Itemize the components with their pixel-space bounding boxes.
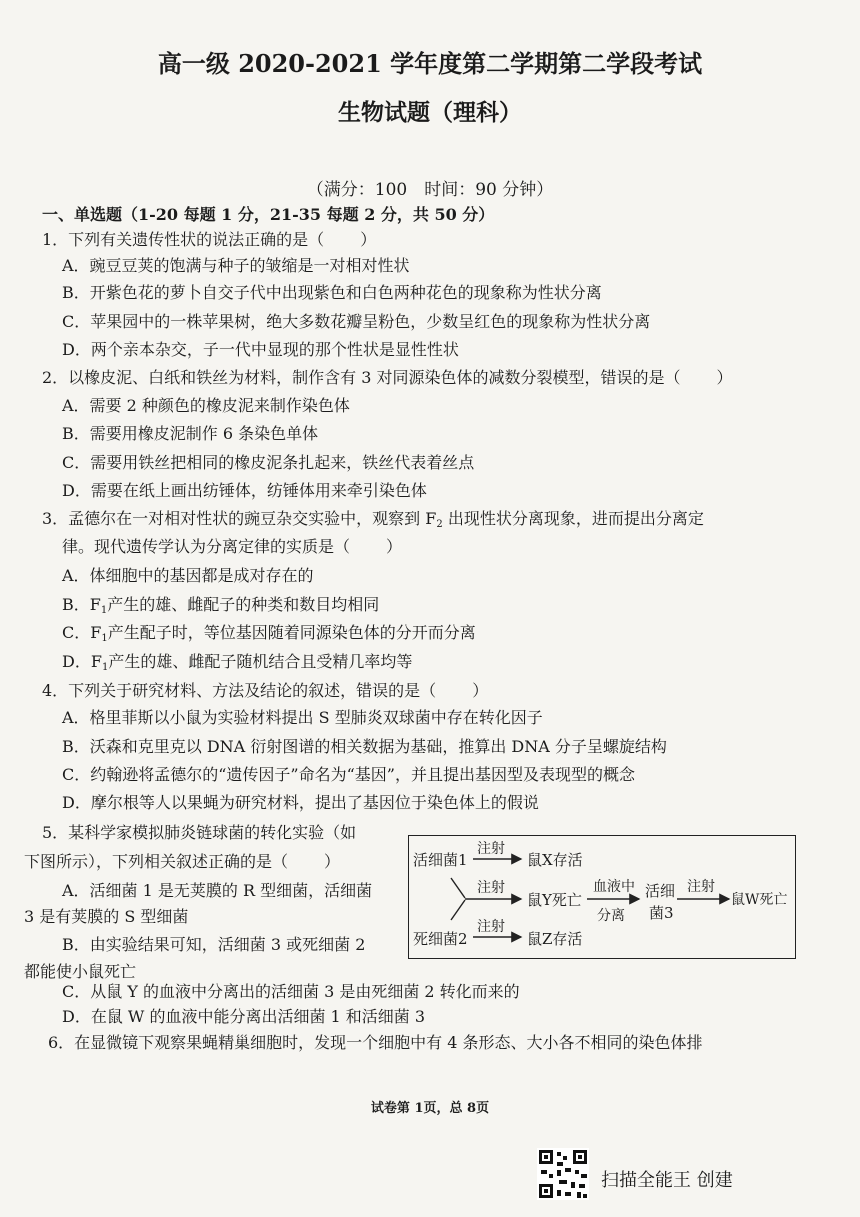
exam-title: 高一级 2020-2021 学年度第二学期第二学段考试	[157, 49, 703, 78]
question-4-option-c: C．约翰逊将孟德尔的“遗传因子”命名为“基因”，并且提出基因型及表现型的概念	[62, 765, 635, 784]
diagram-inject-label-2: 注射	[477, 880, 505, 896]
question-2-option-d: D．需要在纸上画出纺锤体，纺锤体用来牵引染色体	[62, 481, 427, 500]
question-1-option-a: A．豌豆豆荚的饱满与种子的皱缩是一对相对性状	[62, 256, 410, 275]
question-2-stem: 2．以橡皮泥、白纸和铁丝为材料，制作含有 3 对同源染色体的减数分裂模型，错误的是（ ）	[42, 368, 733, 387]
question-3-option-c: C．$F_1$产生配子时，等位基因随着同源染色体的分开而分离	[62, 623, 476, 644]
diagram-live-bacteria-1: 活细菌1	[413, 851, 468, 869]
diagram-blood-label: 血液中	[593, 879, 635, 895]
question-5-option-c: C．从鼠 Y 的血液中分离出的活细菌 3 是由死细菌 2 转化而来的	[62, 982, 520, 1001]
diagram-mouse-z: 鼠Z存活	[527, 930, 583, 948]
question-3-option-d: D．$F_1$产生的雄、雌配子随机结合且受精几率均等	[62, 652, 413, 673]
question-4-option-d: D．摩尔根等人以果蝇为研究材料，提出了基因位于染色体上的假说	[62, 793, 539, 812]
section-heading: 一、单选题（1-20 每题 1 分，21-35 每题 2 分，共 50 分）	[42, 205, 495, 224]
diagram-live-bacteria-3-b: 菌3	[649, 904, 674, 922]
question-5-option-a: A．活细菌 1 是无荚膜的 R 型细菌，活细菌	[62, 881, 373, 900]
arrow-branch-bottom	[451, 900, 465, 920]
scanner-watermark: 扫描全能王 创建	[601, 1170, 733, 1191]
question-4-option-a: A．格里菲斯以小鼠为实验材料提出 S 型肺炎双球菌中存在转化因子	[62, 708, 543, 727]
question-6-stem: 6．在显微镜下观察果蝇精巢细胞时，发现一个细胞中有 4 条形态、大小各不相同的染色体排	[48, 1033, 703, 1052]
question-5-option-d: D．在鼠 W 的血液中能分离出活细菌 1 和活细菌 3	[62, 1007, 426, 1026]
question-2-option-c: C．需要用铁丝把相同的橡皮泥条扎起来，铁丝代表着丝点	[62, 453, 475, 472]
diagram-inject-label-4: 注射	[477, 919, 505, 935]
question-3-stem: 3．孟德尔在一对相对性状的豌豆杂交实验中，观察到 $F_2$ 出现性状分离现象，进而提出分离定	[42, 509, 704, 530]
question-1-stem: 1．下列有关遗传性状的说法正确的是（ ）	[42, 230, 377, 249]
question-2-option-b: B．需要用橡皮泥制作 6 条染色单体	[62, 424, 319, 443]
question-5-option-a-cont: 3 是有荚膜的 S 型细菌	[24, 907, 189, 926]
question-3-option-a: A．体细胞中的基因都是成对存在的	[62, 566, 314, 585]
arrow-branch-top	[451, 878, 465, 898]
question-5-option-b: B．由实验结果可知，活细菌 3 或死细菌 2	[62, 935, 366, 954]
experiment-diagram	[408, 835, 796, 959]
qr-code-icon	[537, 1148, 589, 1200]
exam-meta: （满分：100 时间：90 分钟）	[306, 180, 554, 200]
diagram-dead-bacteria-2: 死细菌2	[413, 930, 468, 948]
diagram-mouse-w: 鼠W死亡	[731, 892, 788, 908]
diagram-separate-label: 分离	[597, 908, 625, 924]
question-1-option-c: C．苹果园中的一株苹果树，绝大多数花瓣呈粉色，少数呈红色的现象称为性状分离	[62, 312, 651, 331]
question-5-stem-cont: 下图所示），下列相关叙述正确的是（ ）	[24, 852, 341, 871]
page-footer: 试卷第 1页，总 8页	[370, 1101, 490, 1116]
diagram-mouse-y: 鼠Y死亡	[527, 891, 582, 909]
diagram-inject-label-1: 注射	[477, 841, 505, 857]
diagram-inject-label-3: 注射	[687, 879, 715, 895]
diagram-mouse-x: 鼠X存活	[527, 851, 583, 869]
question-5-stem: 5．某科学家模拟肺炎链球菌的转化实验（如	[42, 823, 357, 842]
exam-subtitle: 生物试题（理科）	[338, 99, 522, 126]
question-3-stem-cont: 律。现代遗传学认为分离定律的实质是（ ）	[62, 537, 403, 556]
question-5-option-b-cont: 都能使小鼠死亡	[24, 962, 137, 981]
diagram-live-bacteria-3-a: 活细	[645, 882, 676, 900]
question-3-option-b: B．$F_1$产生的雄、雌配子的种类和数目均相同	[62, 595, 380, 616]
question-1-option-b: B．开紫色花的萝卜自交子代中出现紫色和白色两种花色的现象称为性状分离	[62, 283, 602, 302]
question-2-option-a: A．需要 2 种颜色的橡皮泥来制作染色体	[62, 396, 350, 415]
question-4-option-b: B．沃森和克里克以 DNA 衍射图谱的相关数据为基础，推算出 DNA 分子呈螺旋结构	[62, 737, 667, 756]
question-1-option-d: D．两个亲本杂交，子一代中显现的那个性状是显性性状	[62, 340, 459, 359]
question-4-stem: 4．下列关于研究材料、方法及结论的叙述，错误的是（ ）	[42, 681, 489, 700]
